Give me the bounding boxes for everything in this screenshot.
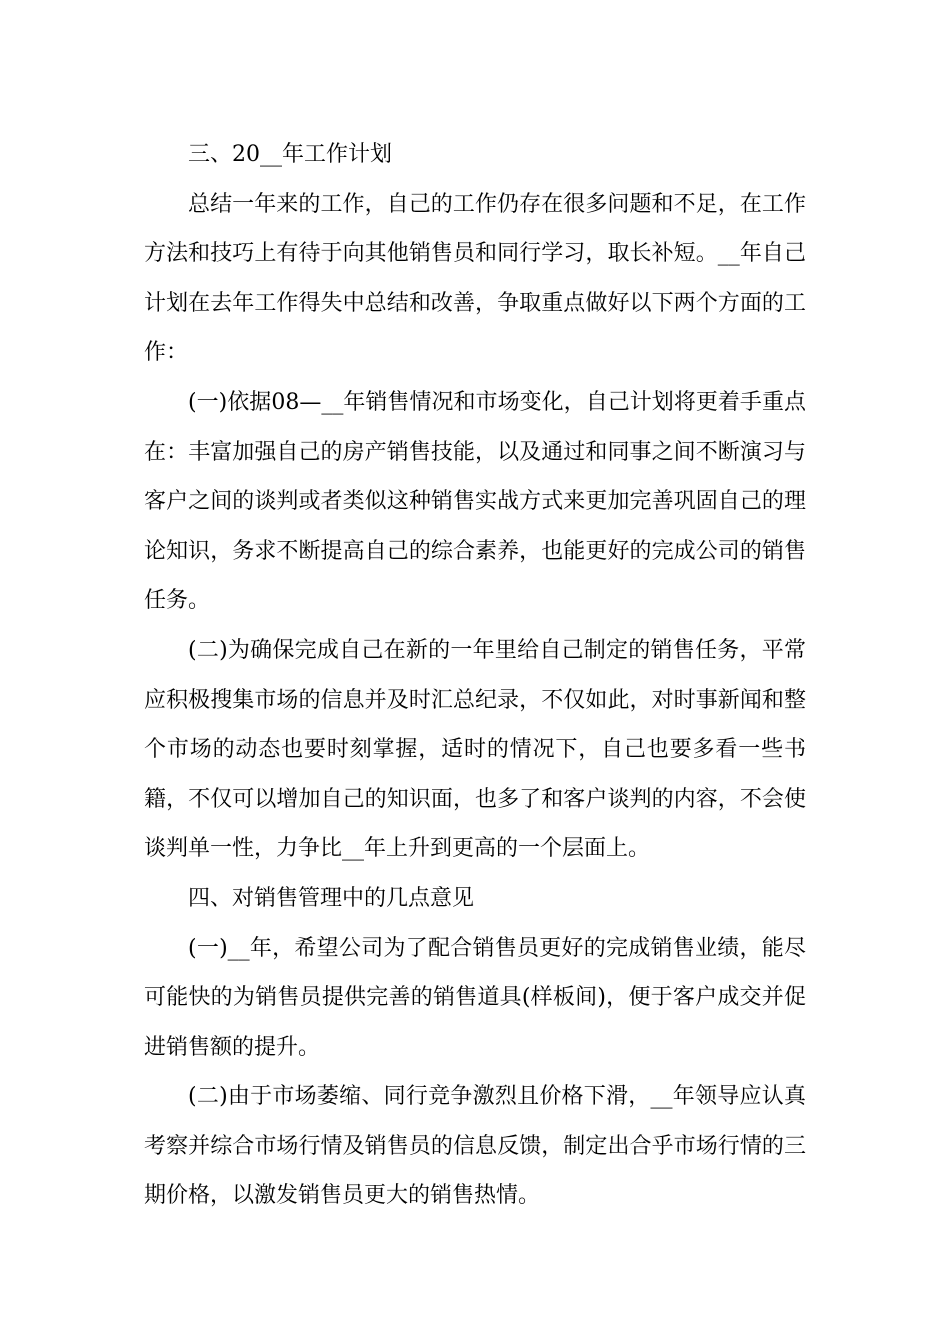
section-heading-opinions: 四、对销售管理中的几点意见 (188, 885, 475, 911)
paragraph-plan-item-2: (二)为确保完成自己在新的一年里给自己制定的销售任务，平常应积极搜集市场的信息并及时汇总纪录，不仅如此，对时事新闻和整个市场的动态也要时刻掌握，适时的情况下，自己也要多看一些书籍，不仅可以增加自己的知识面，也多了和客户谈判的内容，不会使谈判单一性，力争比__年上升到更高的一个层面上。 (144, 637, 806, 862)
paragraph-opinion-item-1: (一)__年，希望公司为了配合销售员更好的完成销售业绩，能尽可能快的为销售员提供完善的销售道具(样板间)，便于客户成交并促进销售额的提升。 (144, 935, 806, 1060)
paragraph-summary: 总结一年来的工作，自己的工作仍存在很多问题和不足，在工作方法和技巧上有待于向其他销售员和同行学习，取长补短。__年自己计划在去年工作得失中总结和改善，争取重点做好以下两个方面的工作： (144, 191, 806, 366)
section-heading-plan: 三、20__年工作计划 (188, 142, 392, 167)
paragraph-opinion-item-2: (二)由于市场萎缩、同行竞争激烈且价格下滑，__年领导应认真考察并综合市场行情及销售员的信息反馈，制定出合乎市场行情的三期价格，以激发销售员更大的销售热情。 (144, 1084, 806, 1209)
document-body (144, 130, 806, 1221)
paragraph-plan-item-1: (一)依据08—__年销售情况和市场变化，自己计划将更着手重点在：丰富加强自己的房产销售技能，以及通过和同事之间不断演习与客户之间的谈判或者类似这种销售实战方式来更加完善巩固自己的理论知识，务求不断提高自己的综合素养，也能更好的完成公司的销售任务。 (144, 389, 806, 614)
